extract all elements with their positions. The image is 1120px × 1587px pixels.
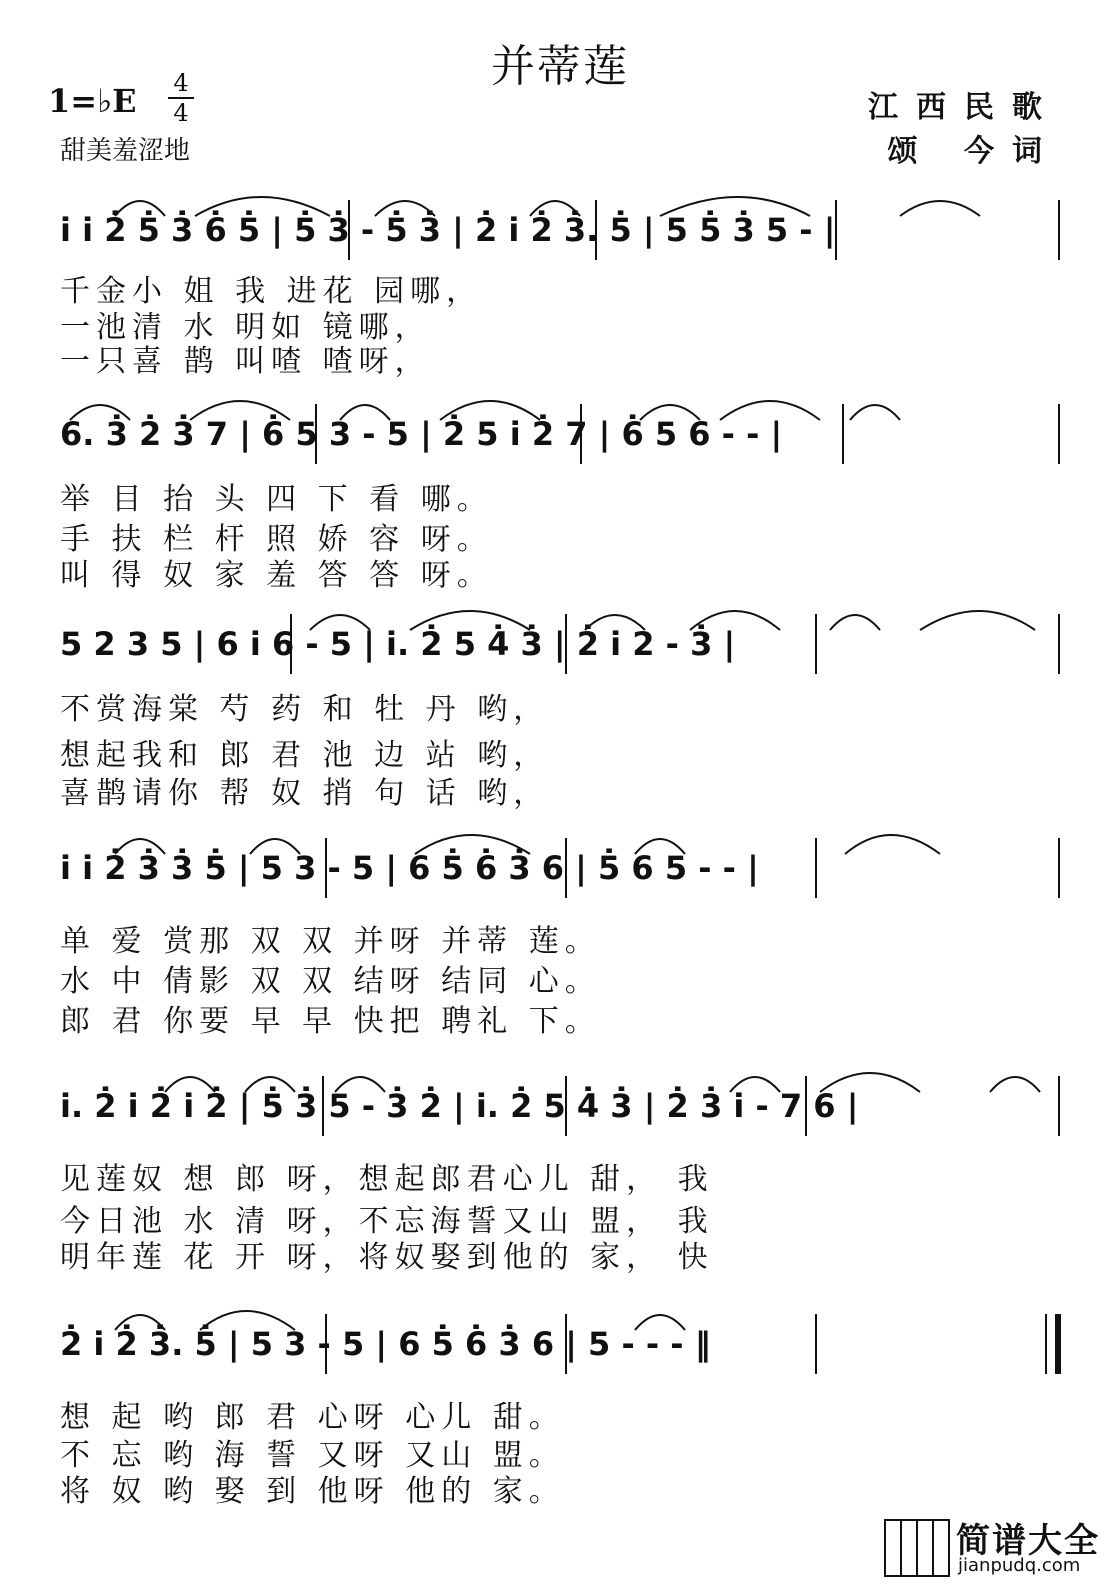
meter-top: 4: [173, 69, 189, 97]
score-row-1: [0, 186, 1120, 379]
logo-url: jianpudq.com: [958, 1555, 1081, 1576]
lyrics-row-6-verse-2: 不 忘 哟 海 誓 又呀 又山 盟。: [60, 1438, 565, 1473]
lyrics-row-4-verse-1: 单 爱 赏那 双 双 并呀 并蒂 莲。: [60, 924, 601, 959]
tempo-marking: 甜美羞涩地: [60, 136, 191, 166]
credit-origin: 江西民歌: [868, 90, 1060, 125]
score-row-5: [0, 1062, 1120, 1282]
site-logo: [884, 1511, 1104, 1581]
lyrics-row-2-verse-1: 举 目 抬 头 四 下 看 哪。: [60, 482, 493, 517]
lyrics-row-2-verse-3: 叫 得 奴 家 羞 答 答 呀。: [60, 558, 493, 593]
notes-row-3: 5 2 3 5 | 6 i̇ 6 - 5 | i̇. 2̇ 5 4̇ 3̇ | 2̇ i̇ 2 - 3̇ |: [60, 625, 736, 663]
lyrics-row-1-verse-2: 一池清 水 明如 镜哪，: [60, 310, 431, 345]
score-row-4: [0, 824, 1120, 1039]
lyrics-row-3-verse-1: 不赏海棠 芍 药 和 牡 丹 哟，: [60, 692, 550, 727]
score-row-3: [0, 600, 1120, 810]
score-row-6: [0, 1300, 1120, 1510]
meter-bottom: 4: [173, 99, 189, 127]
score-row-2: [0, 390, 1120, 593]
notes-row-5: i̇. 2̇ i̇ 2̇ i̇ 2̇ | 5̇ 3̇ 5 - 3̇ 2̇ | i̇. 2̇ 5 4̇ 3̇ | 2̇ 3̇ i̇ - 7 6 |: [60, 1087, 859, 1125]
lyrics-row-5-verse-1: 见莲奴 想 郎 呀，想起郎君心儿 甜， 我: [60, 1162, 714, 1197]
piano-keys-icon: [884, 1519, 950, 1577]
lyrics-row-3-verse-3: 喜鹊请你 帮 奴 捎 句 话 哟，: [60, 776, 550, 811]
lyrics-row-5-verse-2: 今日池 水 清 呀，不忘海誓又山 盟， 我: [60, 1204, 714, 1239]
time-signature: [168, 70, 194, 126]
lyrics-row-6-verse-1: 想 起 哟 郎 君 心呀 心儿 甜。: [60, 1400, 565, 1435]
lyrics-row-1-verse-1: 千金小 姐 我 进花 园哪，: [60, 274, 483, 309]
lyrics-row-4-verse-3: 郎 君 你要 早 早 快把 聘礼 下。: [60, 1004, 601, 1039]
notes-row-6: 2̇ i̇ 2̇ 3̇. 5̇ | 5 3 - 5 | 6 5̇ 6̇ 3̇ 6 | 5 - - - ‖: [60, 1325, 711, 1363]
key-signature: 1=♭E: [48, 82, 137, 120]
notes-row-4: i̇ i̇ 2̇ 3̇ 3̇ 5̇ | 5 3 - 5 | 6 5̇ 6̇ 3̇ 6 | 5̇ 6 5 - - |: [60, 849, 759, 887]
credit-lyricist: 颂 今词: [887, 134, 1060, 169]
lyrics-row-2-verse-2: 手 扶 栏 杆 照 娇 容 呀。: [60, 522, 493, 557]
lyrics-row-3-verse-2: 想起我和 郎 君 池 边 站 哟，: [60, 738, 550, 773]
lyrics-row-5-verse-3: 明年莲 花 开 呀，将奴娶到他的 家， 快: [60, 1240, 714, 1275]
lyrics-row-4-verse-2: 水 中 倩影 双 双 结呀 结同 心。: [60, 964, 601, 999]
notes-row-1: i̇ i̇ 2̇ 5̇ 3̇ 6̇ 5̇ | 5̇ 3̇ - 5̇ 3̇ | 2̇ i̇ 2̇ 3̇. 5̇ | 5 5̇ 3̇ 5 - |: [60, 211, 836, 249]
song-title: 并蒂莲: [491, 41, 629, 92]
logo-name: 简谱大全: [956, 1521, 1100, 1561]
notes-row-2: 6. 3̇ 2̇ 3̇ 7 | 6̇ 5 3 - 5 | 2̇ 5 i̇ 2̇ 7 | 6̇ 5 6 - - |: [60, 415, 783, 453]
lyrics-row-6-verse-3: 将 奴 哟 娶 到 他呀 他的 家。: [60, 1474, 565, 1509]
lyrics-row-1-verse-3: 一只喜 鹊 叫喳 喳呀，: [60, 344, 431, 379]
